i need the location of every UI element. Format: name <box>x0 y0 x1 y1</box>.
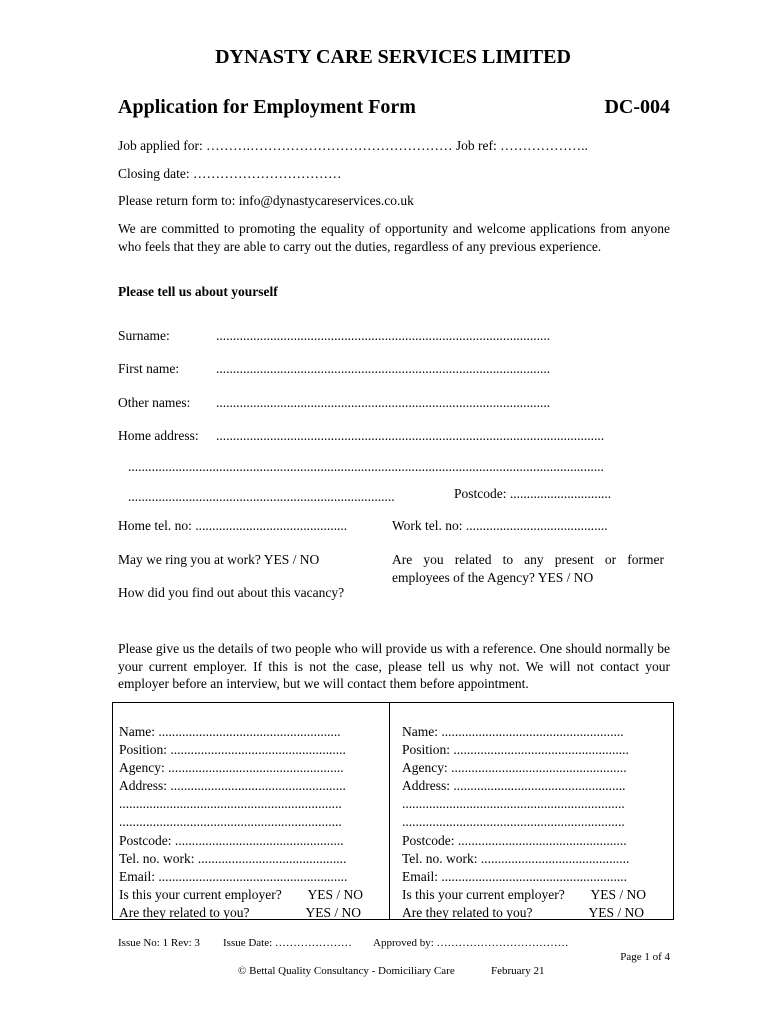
company-name: DYNASTY CARE SERVICES LIMITED <box>215 46 571 68</box>
section-heading: Please tell us about yourself <box>118 284 278 299</box>
references-intro: Please give us the details of two people who will provide us with a reference. One should normally be your current employer. If this is not the case, please tell us why not. We will not contact your employer before an interview, but we will contact them before appointment. <box>118 641 670 691</box>
referee-2-email-field[interactable]: Email: ....................................................... <box>402 868 627 884</box>
page-number: Page 1 of 4 <box>620 951 670 963</box>
ring-at-work-question[interactable]: May we ring you at work? YES / NO <box>118 552 320 567</box>
address-line-3-field[interactable]: ............................................................................... <box>128 489 395 504</box>
home-address-label: Home address: <box>118 428 199 443</box>
referee-2-related-answer[interactable]: YES / NO <box>588 904 644 920</box>
referee-1-related-answer[interactable]: YES / NO <box>305 904 361 920</box>
referee-1-employer-row[interactable] <box>119 886 363 904</box>
referee-1-employer-question: Is this your current employer? <box>119 886 282 902</box>
referee-1-address-line-2[interactable]: .................................................................. <box>119 814 342 830</box>
other-names-label: Other names: <box>118 395 191 410</box>
referee-1-position-field[interactable]: Position: .................................................... <box>119 742 346 758</box>
related-employees-question[interactable]: Are you related to any present or former employees of the Agency? YES / NO <box>392 552 664 585</box>
form-code: DC-004 <box>604 96 670 118</box>
references-table <box>112 702 674 920</box>
referee-2-employer-row[interactable] <box>402 886 646 904</box>
referee-1-address-line-1[interactable]: .................................................................. <box>119 796 342 812</box>
issue-number: Issue No: 1 Rev: 3 <box>118 937 200 949</box>
job-applied-field[interactable]: Job applied for: ……….……………………………………… Job ref: ……………….. <box>118 138 588 153</box>
referee-1-email-field[interactable]: Email: ........................................................ <box>119 868 348 884</box>
postcode-field[interactable]: Postcode: .............................. <box>454 486 612 501</box>
closing-date-field[interactable]: Closing date: …………………………… <box>118 166 342 181</box>
equality-statement: We are committed to promoting the equality of opportunity and welcome applications from anyone who feels that they are able to carry out the duties, regardless of any previous experience. <box>118 221 670 254</box>
referee-1-address-field[interactable]: Address: .................................................... <box>119 778 346 794</box>
referee-2-address-line-2[interactable]: .................................................................. <box>402 814 625 830</box>
referee-2-tel-field[interactable]: Tel. no. work: ............................................ <box>402 850 630 866</box>
referee-2-related-row[interactable] <box>402 904 644 922</box>
first-name-field[interactable]: ................................................................................................... <box>216 361 551 376</box>
surname-field[interactable]: ................................................................................................... <box>216 328 551 343</box>
referee-1-agency-field[interactable]: Agency: .................................................... <box>119 760 344 776</box>
home-address-field[interactable]: ................................................................................................................... <box>216 428 605 443</box>
referee-2-employer-question: Is this your current employer? <box>402 886 565 902</box>
referee-2-agency-field[interactable]: Agency: .................................................... <box>402 760 627 776</box>
work-tel-field[interactable]: Work tel. no: .......................................... <box>392 518 608 533</box>
home-tel-field[interactable]: Home tel. no: ............................................. <box>118 518 348 533</box>
referee-1-postcode-field[interactable]: Postcode: .................................................. <box>119 832 344 848</box>
referee-1-tel-field[interactable]: Tel. no. work: ............................................ <box>119 850 347 866</box>
first-name-label: First name: <box>118 361 180 376</box>
referee-2-name-field[interactable]: Name: ...................................................... <box>402 724 624 739</box>
referee-2-employer-answer[interactable]: YES / NO <box>590 886 646 902</box>
referee-1-employer-answer[interactable]: YES / NO <box>307 886 363 902</box>
referee-2-address-line-1[interactable]: .................................................................. <box>402 796 625 812</box>
referee-1-related-row[interactable] <box>119 904 361 922</box>
referee-2-address-field[interactable]: Address: ................................................... <box>402 778 626 794</box>
referee-1-name-field[interactable]: Name: ...................................................... <box>119 724 341 739</box>
vacancy-source-question[interactable]: How did you find out about this vacancy? <box>118 585 345 600</box>
return-instructions: Please return form to: info@dynastycareservices.co.uk <box>118 193 414 208</box>
issue-date: Issue Date: ………………… <box>223 937 352 949</box>
approved-by: Approved by: ……………………………… <box>373 937 569 949</box>
referee-2-related-question: Are they related to you? <box>402 904 533 920</box>
table-divider <box>389 703 390 919</box>
referee-1-related-question: Are they related to you? <box>119 904 250 920</box>
referee-2 <box>402 723 658 922</box>
form-title: Application for Employment Form <box>118 96 416 118</box>
other-names-field[interactable]: ................................................................................................... <box>216 395 551 410</box>
referee-2-position-field[interactable]: Position: .................................................... <box>402 742 629 758</box>
footer-date: February 21 <box>491 965 545 977</box>
address-line-2-field[interactable]: ............................................................................................................................................. <box>128 459 604 474</box>
referee-1 <box>119 723 375 922</box>
copyright: © Bettal Quality Consultancy - Domiciliary Care <box>238 965 455 977</box>
referee-2-postcode-field[interactable]: Postcode: .................................................. <box>402 832 627 848</box>
surname-label: Surname: <box>118 328 170 343</box>
